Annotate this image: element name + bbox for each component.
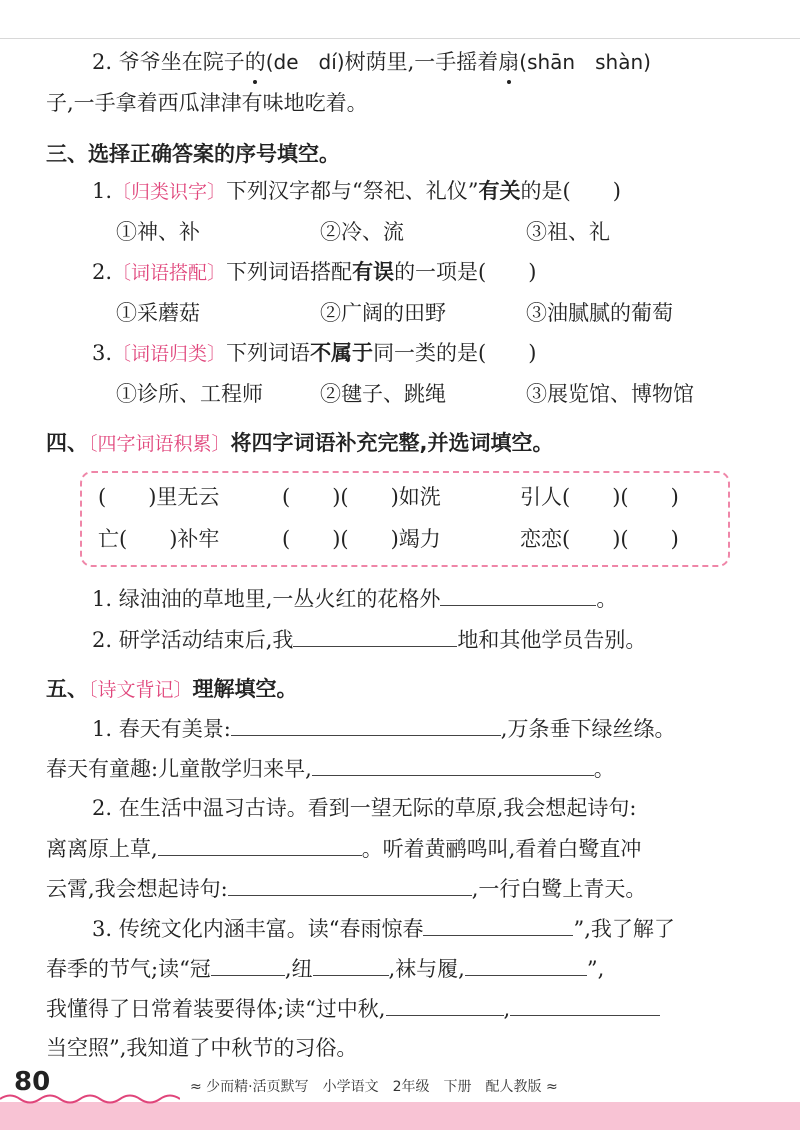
word-1: ( )里无云 <box>98 485 220 509</box>
sec5-line-9: 当空照”,我知道了中秋节的习俗。 <box>46 1036 358 1060</box>
category-tag: 〔四字词语积累〕 <box>88 433 231 455</box>
footer-pink-band <box>0 1102 800 1130</box>
dotted-char-de: 的 <box>245 47 266 77</box>
answer-blank[interactable] <box>158 833 362 856</box>
line-text: 3. 传统文化内涵丰富。读“春雨惊春 <box>92 917 424 941</box>
q-number: 3. <box>92 341 113 365</box>
keyword: 不属于 <box>310 341 374 365</box>
sec5-line-7 <box>46 953 604 984</box>
line-text: ,纽 <box>284 957 313 981</box>
sec5-line-4 <box>46 833 641 864</box>
sec5-line-8 <box>46 993 660 1024</box>
q2-line1 <box>92 47 651 77</box>
answer-blank[interactable] <box>440 583 596 606</box>
line-text-end: ,万条垂下绿丝绦。 <box>500 717 676 741</box>
q-text: 下列词语搭配 <box>226 260 353 284</box>
keyword: 有误 <box>352 260 395 284</box>
sec3-q2 <box>92 257 536 288</box>
line-text: 1. 春天有美景: <box>92 717 231 741</box>
answer-blank[interactable] <box>231 713 501 736</box>
line-text-end: ”,我了解了 <box>573 917 675 941</box>
sec5-line-6 <box>92 913 675 944</box>
sec5-line-2 <box>46 753 615 784</box>
section-title-text: 将四字词语补充完整,并选词填空。 <box>230 431 554 455</box>
word-4: 亡( )补牢 <box>98 527 220 551</box>
q2-text-a: 2. 爷爷坐在院子 <box>92 50 245 74</box>
line-text: 离离原上草, <box>46 837 158 861</box>
sec4-sentence-1 <box>92 583 617 614</box>
sec5-line-5 <box>46 873 646 904</box>
answer-blank[interactable] <box>293 624 457 647</box>
sec3-q2-option-2: ②广阔的田野 <box>320 301 446 325</box>
q-text-end: 同一类的是( ) <box>373 341 537 365</box>
word-3: 引人( )( ) <box>520 485 679 509</box>
section-title-text: 理解填空。 <box>192 677 298 701</box>
word-5: ( )( )竭力 <box>282 527 441 551</box>
q2-text-b: 树荫里,一手摇着 <box>344 50 499 74</box>
line-text: 春天有童趣:儿童散学归来早, <box>46 757 312 781</box>
page-number: 80 <box>14 1067 51 1097</box>
keyword: 有关 <box>478 179 521 203</box>
word-6: 恋恋( )( ) <box>520 527 679 551</box>
sec3-q3-option-2: ②毽子、跳绳 <box>320 382 446 406</box>
answer-blank[interactable] <box>228 873 472 896</box>
sec3-q1 <box>92 176 621 207</box>
sec4-sentence-2 <box>92 624 646 655</box>
line-text-end: 。听着黄鹂鸣叫,看着白鹭直冲 <box>361 837 642 861</box>
q2-line2: 子,一手拿着西瓜津津有味地吃着。 <box>46 91 368 115</box>
line-text: , <box>503 997 511 1021</box>
line-text-end: ,一行白鹭上青天。 <box>471 877 647 901</box>
line-text-end: 。 <box>593 757 615 781</box>
line-text: 云霄,我会想起诗句: <box>46 877 228 901</box>
q-text-end: 的是( ) <box>520 179 621 203</box>
q-text: 下列词语 <box>226 341 311 365</box>
sentence-text: 1. 绿油油的草地里,一丛火红的花格外 <box>92 587 441 611</box>
sentence-end: 地和其他学员告别。 <box>457 628 647 652</box>
answer-blank[interactable] <box>510 993 660 1016</box>
answer-blank[interactable] <box>465 953 587 976</box>
sec3-q3-option-1: ①诊所、工程师 <box>116 382 263 406</box>
category-tag: 〔词语归类〕 <box>112 343 227 365</box>
sec3-q1-option-3: ③祖、礼 <box>526 220 610 244</box>
top-rule <box>0 38 800 39</box>
sec3-q3-option-3: ③展览馆、博物馆 <box>526 382 694 406</box>
line-text-end: ”, <box>586 957 605 981</box>
sec3-q1-option-1: ①神、补 <box>116 220 200 244</box>
sentence-end: 。 <box>596 587 618 611</box>
category-tag: 〔词语搭配〕 <box>112 262 227 284</box>
section-prefix: 五、 <box>46 677 88 701</box>
category-tag: 〔诗文背记〕 <box>88 679 193 701</box>
section-4-title <box>46 428 554 459</box>
section-3-title: 三、选择正确答案的序号填空。 <box>46 142 340 166</box>
q-number: 1. <box>92 179 113 203</box>
q-text: 下列汉字都与“祭祀、礼仪” <box>226 179 479 203</box>
answer-blank[interactable] <box>211 953 285 976</box>
answer-blank[interactable] <box>386 993 504 1016</box>
sentence-text: 2. 研学活动结束后,我 <box>92 628 294 652</box>
line-text: 我懂得了日常着装要得体;读“过中秋, <box>46 997 386 1021</box>
pinyin-options-1: (de dí) <box>265 50 345 74</box>
answer-blank[interactable] <box>313 953 389 976</box>
dotted-char-shan: 扇 <box>498 47 519 77</box>
answer-blank[interactable] <box>312 753 594 776</box>
sec3-q1-option-2: ②冷、流 <box>320 220 404 244</box>
sec3-q3 <box>92 338 536 369</box>
answer-blank[interactable] <box>423 913 573 936</box>
sec3-q2-option-3: ③油腻腻的葡萄 <box>526 301 673 325</box>
line-text: 春季的节气;读“冠 <box>46 957 211 981</box>
section-prefix: 四、 <box>46 431 88 455</box>
footer-series-text: ≈ 少而精·活页默写 小学语文 2年级 下册 配人教版 ≈ <box>190 1079 558 1095</box>
category-tag: 〔归类识字〕 <box>112 181 227 203</box>
line-text: ,袜与履, <box>388 957 465 981</box>
word-2: ( )( )如洗 <box>282 485 441 509</box>
sec5-line-3: 2. 在生活中温习古诗。看到一望无际的草原,我会想起诗句: <box>92 796 637 820</box>
section-5-title <box>46 674 298 705</box>
q-text-end: 的一项是( ) <box>394 260 537 284</box>
pinyin-options-2: (shān shàn) <box>519 50 651 74</box>
sec3-q2-option-1: ①采蘑菇 <box>116 301 200 325</box>
sec5-line-1 <box>92 713 675 744</box>
q-number: 2. <box>92 260 113 284</box>
